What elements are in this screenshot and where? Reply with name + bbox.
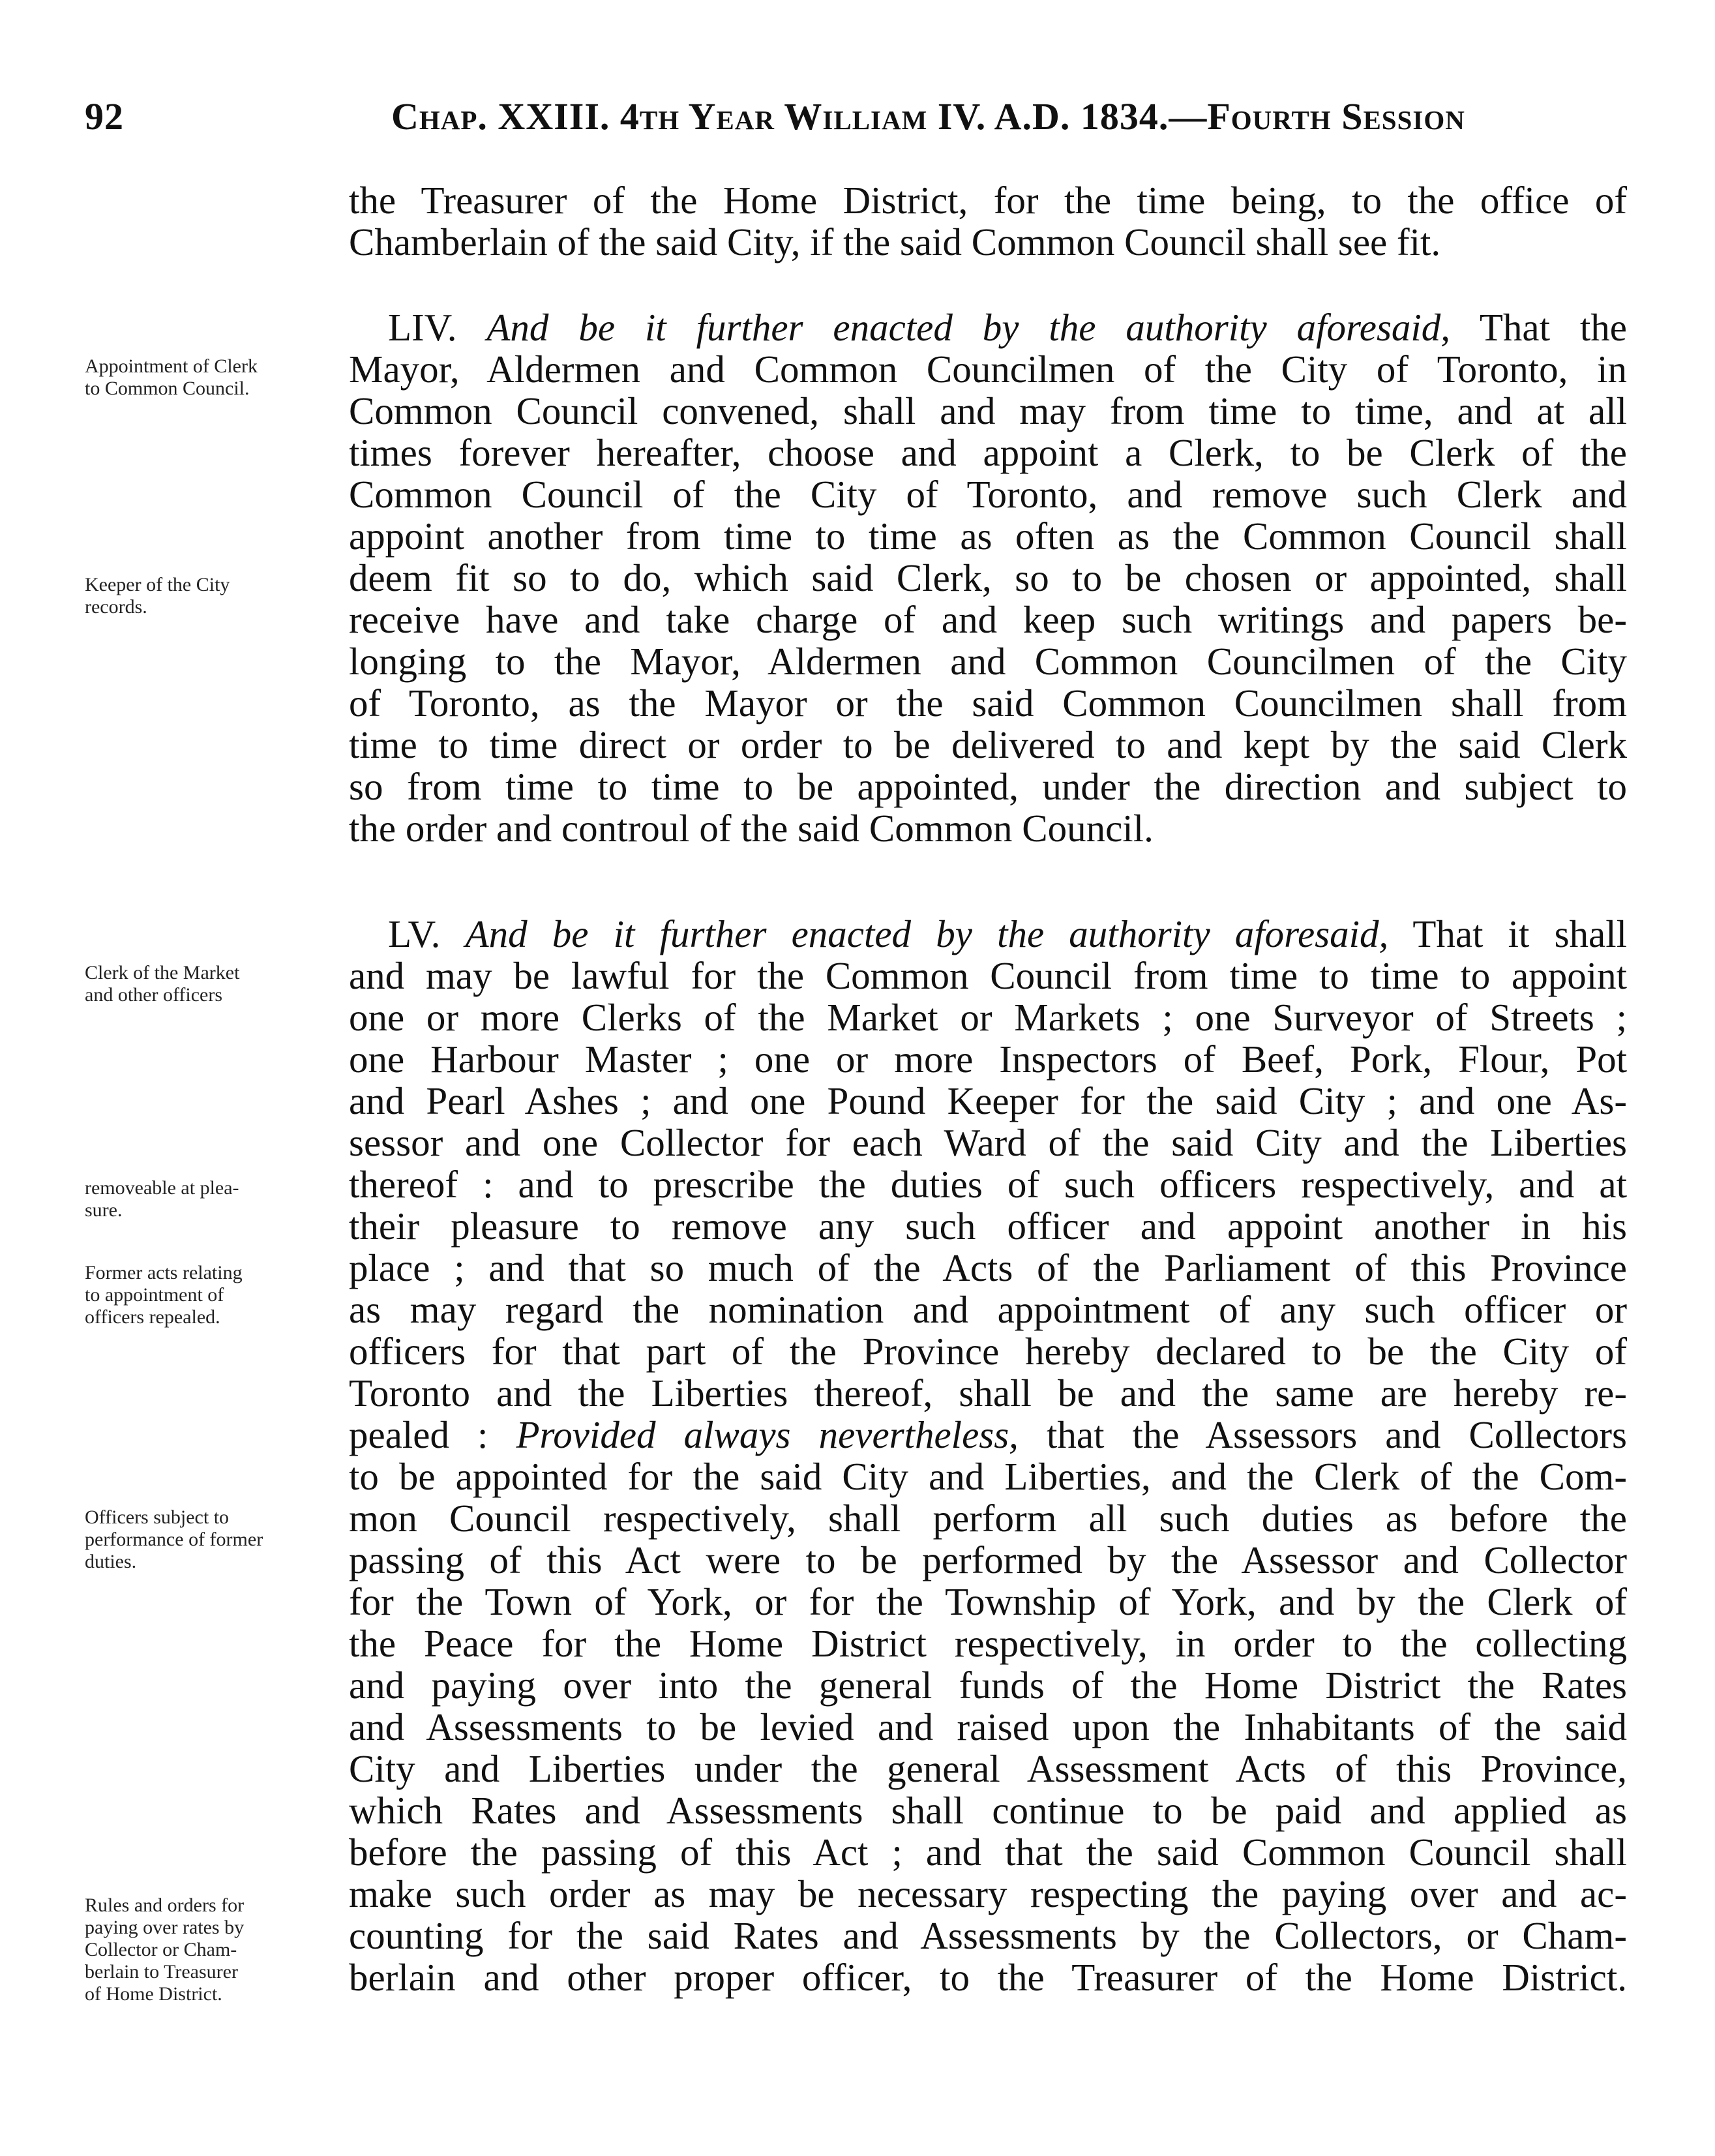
text-line: receive have and take charge of and keep such writings and papers be- <box>349 598 1627 641</box>
text-line: longing to the Mayor, Aldermen and Common Councilmen of the City <box>349 640 1627 683</box>
margin-note-line: berlain to Treasurer <box>85 1961 238 1983</box>
enacting-clause: And be it further enacted by the authority aforesaid, <box>465 912 1389 955</box>
margin-note-clerk-appointment <box>85 355 342 400</box>
first-line-rest: That the <box>1479 306 1627 349</box>
margin-note-line: records. <box>85 596 147 618</box>
text-line: to be appointed for the said City and Liberties, and the Clerk of the Com- <box>349 1455 1627 1498</box>
text-line: Toronto and the Liberties thereof, shall be and the same are hereby re- <box>349 1371 1627 1415</box>
proviso-line-start: pealed : <box>349 1413 488 1456</box>
margin-note-line: Collector or Cham- <box>85 1939 237 1960</box>
margin-note-line: paying over rates by <box>85 1917 245 1938</box>
margin-note-line: to Common Council. <box>85 378 250 399</box>
margin-note-line: Clerk of the Market <box>85 962 240 983</box>
proviso-line-rest: that the Assessors and Collectors <box>1047 1413 1627 1456</box>
text-line: which Rates and Assessments shall continue to be paid and applied as <box>349 1789 1627 1832</box>
text-line: one or more Clerks of the Market or Markets ; one Surveyor of Streets ; <box>349 996 1627 1039</box>
text-line: the Treasurer of the Home District, for the time being, to the office of <box>349 179 1627 222</box>
text-line: before the passing of this Act ; and that the said Common Council shall <box>349 1831 1627 1874</box>
text-line: so from time to time to be appointed, under the direction and subject to <box>349 765 1627 808</box>
text-line: City and Liberties under the general Assessment Acts of this Province, <box>349 1747 1627 1790</box>
text-line: Chamberlain of the said City, if the said Common Council shall see fit. <box>349 220 1441 263</box>
section-lv-first-line <box>349 913 1627 955</box>
text-line: the Peace for the Home District respectively, in order to the collecting <box>349 1622 1627 1665</box>
margin-note-rules-orders <box>85 1894 342 2005</box>
margin-note-line: Officers subject to <box>85 1506 230 1528</box>
text-line: for the Town of York, or for the Township of York, and by the Clerk of <box>349 1580 1627 1623</box>
margin-note-line: Rules and orders for <box>85 1894 245 1916</box>
margin-note-officers-duties <box>85 1506 342 1573</box>
text-line: time to time direct or order to be delivered to and kept by the said Clerk <box>349 723 1627 766</box>
page-number: 92 <box>85 95 124 138</box>
margin-note-line: Former acts relating <box>85 1262 243 1283</box>
proviso-line <box>349 1414 1627 1456</box>
text-line: mon Council respectively, shall perform all such duties as before the <box>349 1497 1627 1540</box>
first-line-rest: That it shall <box>1412 912 1628 955</box>
text-line: their pleasure to remove any such officer and appoint another in his <box>349 1205 1627 1248</box>
text-line: berlain and other proper officer, to the Treasurer of the Home District. <box>349 1956 1627 1999</box>
margin-note-line: Appointment of Clerk <box>85 355 258 377</box>
margin-note-line: of Home District. <box>85 1983 222 2005</box>
enacting-clause: And be it further enacted by the authority aforesaid, <box>486 306 1451 349</box>
margin-note-line: duties. <box>85 1551 137 1572</box>
text-line: place ; and that so much of the Acts of the Parliament of this Province <box>349 1246 1627 1289</box>
text-line: as may regard the nomination and appointment of any such officer or <box>349 1288 1627 1331</box>
text-line: counting for the said Rates and Assessments by the Collectors, or Cham- <box>349 1914 1627 1957</box>
section-number: LV. <box>388 912 441 955</box>
text-line: and Pearl Ashes ; and one Pound Keeper for the said City ; and one As- <box>349 1079 1627 1122</box>
margin-note-line: and other officers <box>85 984 223 1006</box>
text-line: Common Council convened, shall and may from time to time, and at all <box>349 389 1627 432</box>
text-line: officers for that part of the Province hereby declared to be the City of <box>349 1330 1627 1373</box>
margin-note-clerk-market <box>85 962 342 1006</box>
margin-note-line: removeable at plea- <box>85 1177 239 1199</box>
section-lv <box>349 913 1627 1998</box>
text-line: passing of this Act were to be performed by the Assessor and Collector <box>349 1538 1627 1581</box>
margin-note-line: to appointment of <box>85 1284 224 1306</box>
running-title: Chap. XXIII. 4th Year William IV. A.D. 1834.—Fourth Session <box>391 95 1465 138</box>
text-line: sessor and one Collector for each Ward of the said City and the Liberties <box>349 1121 1627 1164</box>
margin-note-keeper-records <box>85 574 342 618</box>
text-line: of Toronto, as the Mayor or the said Common Councilmen shall from <box>349 681 1627 725</box>
section-liv-first-line <box>349 307 1627 348</box>
text-line: Common Council of the City of Toronto, and remove such Clerk and <box>349 473 1627 516</box>
proviso-clause: Provided always nevertheless, <box>516 1413 1019 1456</box>
margin-note-line: officers repealed. <box>85 1306 220 1328</box>
text-line: and paying over into the general funds of the Home District the Rates <box>349 1664 1627 1707</box>
section-liv <box>349 307 1627 849</box>
text-line: and may be lawful for the Common Council from time to time to appoint <box>349 954 1627 997</box>
text-line: times forever hereafter, choose and appoint a Clerk, to be Clerk of the <box>349 431 1627 474</box>
intro-paragraph <box>349 179 1627 263</box>
text-line: make such order as may be necessary respecting the paying over and ac- <box>349 1872 1627 1915</box>
margin-note-line: performance of former <box>85 1529 263 1550</box>
running-head <box>85 95 1611 147</box>
text-line: Mayor, Aldermen and Common Councilmen of the City of Toronto, in <box>349 348 1627 391</box>
text-line: one Harbour Master ; one or more Inspectors of Beef, Pork, Flour, Pot <box>349 1038 1627 1081</box>
text-line: thereof : and to prescribe the duties of such officers respectively, and at <box>349 1163 1627 1206</box>
section-number: LIV. <box>388 306 457 349</box>
margin-note-line: Keeper of the City <box>85 574 230 595</box>
text-line: deem fit so to do, which said Clerk, so to be chosen or appointed, shall <box>349 556 1627 599</box>
text-line: appoint another from time to time as often as the Common Council shall <box>349 515 1627 558</box>
text-line: and Assessments to be levied and raised upon the Inhabitants of the said <box>349 1705 1627 1748</box>
margin-note-line: sure. <box>85 1199 123 1221</box>
margin-note-removeable <box>85 1177 342 1221</box>
text-line: the order and controul of the said Common Council. <box>349 807 1154 850</box>
margin-note-former-acts <box>85 1262 342 1328</box>
